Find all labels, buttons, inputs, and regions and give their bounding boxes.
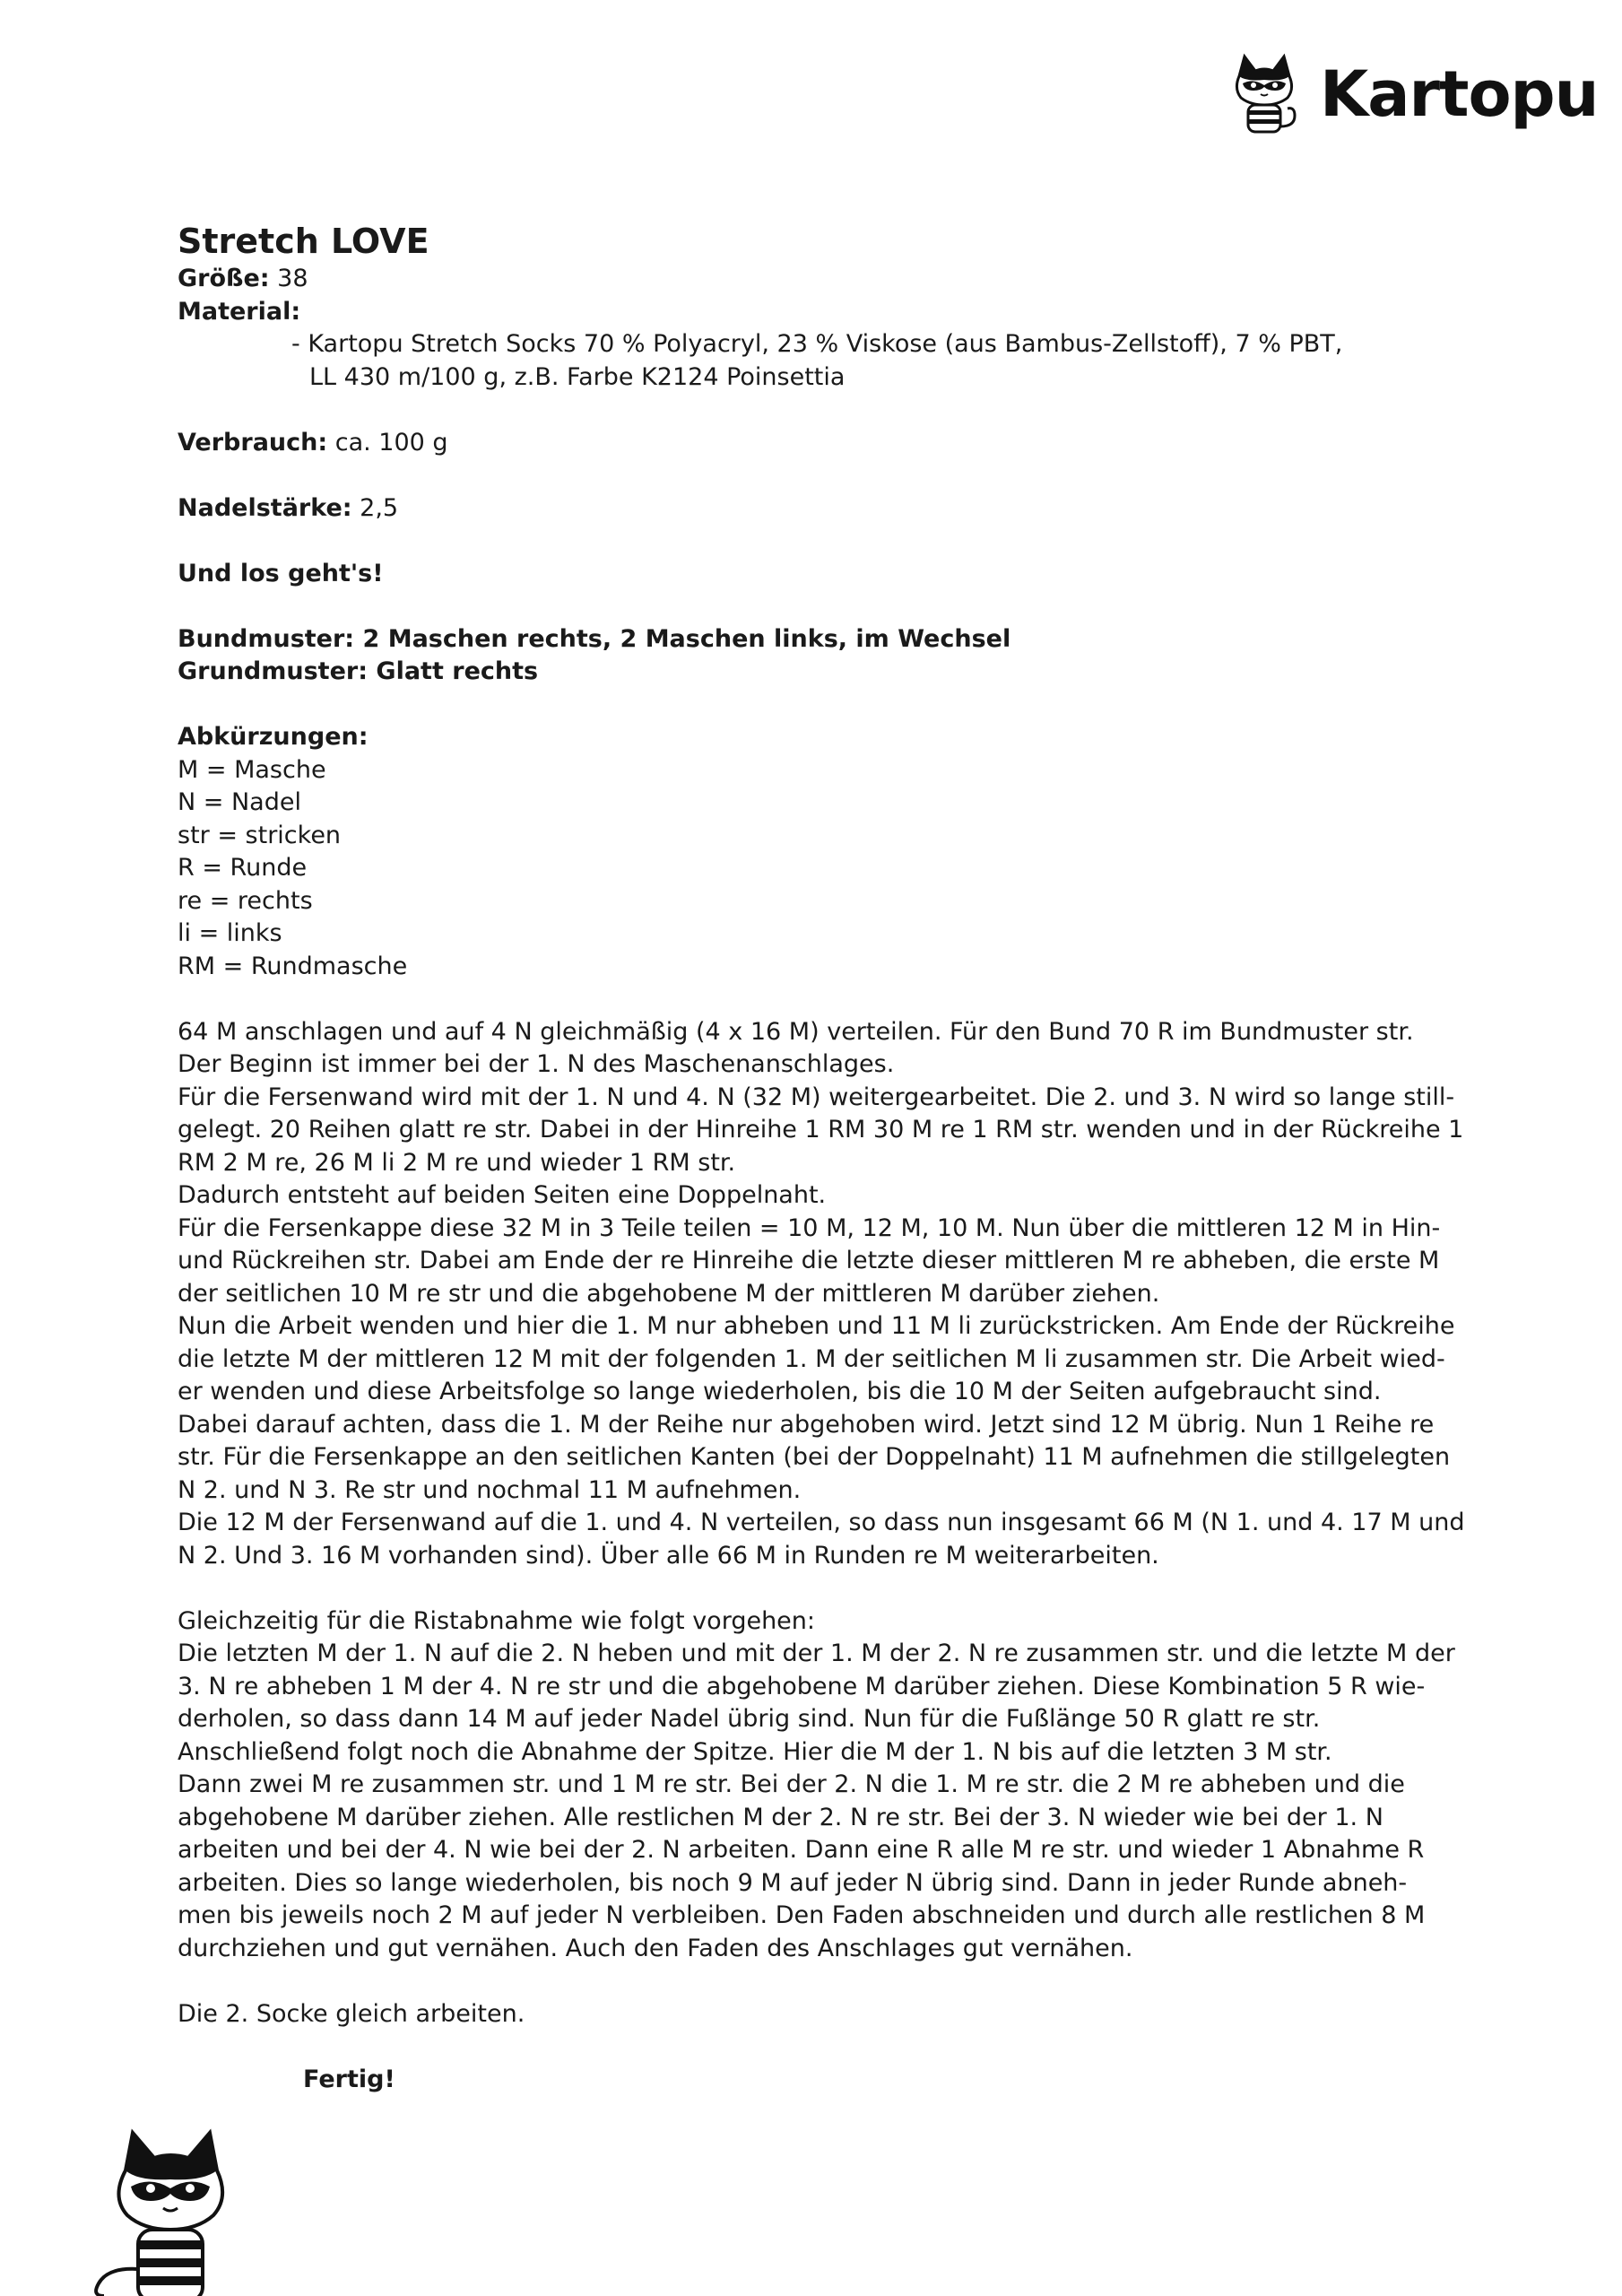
abbreviation-item: re = rechts	[178, 886, 313, 915]
size-line	[178, 263, 1469, 296]
instruction-line: derholen, so dass dann 14 M auf jeder Nadel übrig sind. Nun für die Fußlänge 50 R glatt re str.	[178, 1705, 1321, 1733]
start-heading: Und los geht's!	[178, 559, 384, 587]
brand-name: Kartopu	[1320, 57, 1599, 131]
instruction-line: Für die Fersenkappe diese 32 M in 3 Teile teilen = 10 M, 12 M, 10 M. Nun über die mittleren 12 M in Hin-	[178, 1213, 1441, 1242]
instruction-line: RM 2 M re, 26 M li 2 M re und wieder 1 RM str.	[178, 1148, 736, 1177]
instruction-line: durchziehen und gut vernähen. Auch den Faden des Anschlages gut vernähen.	[178, 1934, 1133, 1962]
instruction-line: der seitlichen 10 M re str und die abgehobene M der mittleren M darüber ziehen.	[178, 1279, 1160, 1308]
instruction-line: str. Für die Fersenkappe an den seitlichen Kanten (bei der Doppelnaht) 11 M aufnehmen die stillgelegten	[178, 1443, 1451, 1471]
abbreviation-item: li = links	[178, 919, 282, 947]
instruction-line: und Rückreihen str. Dabei am Ende der re Hinreihe die letzte dieser mittleren M re abheben, die erste M	[178, 1247, 1440, 1274]
instruction-line: Anschließend folgt noch die Abnahme der Spitze. Hier die M der 1. N bis auf die letzten 3 M str.	[178, 1737, 1332, 1766]
material-line-2: LL 430 m/100 g, z.B. Farbe K2124 Poinsettia	[309, 362, 846, 391]
instruction-line: Für die Fersenwand wird mit der 1. N und 4. N (32 M) weitergearbeitet. Die 2. und 3. N wird so lange still-	[178, 1083, 1455, 1111]
finished-label: Fertig!	[303, 2065, 395, 2093]
needle-size-value: 2,5	[360, 493, 399, 522]
instruction-line: N 2. Und 3. 16 M vorhanden sind). Über alle 66 M in Runden re M weiterarbeiten.	[178, 1541, 1159, 1570]
abbreviation-item: R = Runde	[178, 854, 308, 882]
base-pattern: Grundmuster: Glatt rechts	[178, 657, 539, 685]
instructions-block-1	[178, 1016, 1469, 1573]
instruction-line: die letzte M der mittleren 12 M mit der folgenden 1. M der seitlichen M li zusammen str. Die Arbeit wied-	[178, 1344, 1445, 1373]
instruction-line: Gleichzeitig für die Ristabnahme wie folgt vorgehen:	[178, 1606, 816, 1635]
instruction-line: 64 M anschlagen und auf 4 N gleichmäßig (4 x 16 M) verteilen. Für den Bund 70 R im Bundmuster str.	[178, 1017, 1414, 1046]
instruction-line: arbeiten. Dies so lange wiederholen, bis noch 9 M auf jeder N übrig sind. Dann in jeder Runde abneh-	[178, 1868, 1408, 1897]
instructions-block-2	[178, 1605, 1469, 1966]
instruction-line: abgehobene M darüber ziehen. Alle restlichen M der 2. N re str. Bei der 3. N wieder wie bei der 1. N	[178, 1803, 1383, 1831]
cat-mascot-icon	[1219, 49, 1309, 139]
size-value: 38	[277, 265, 308, 292]
instruction-line: Die 12 M der Fersenwand auf die 1. und 4. N verteilen, so dass nun insgesamt 66 M (N 1. und 4. 17 M und	[178, 1509, 1465, 1536]
instruction-line: Der Beginn ist immer bei der 1. N des Maschenanschlages.	[178, 1050, 895, 1078]
size-label: Größe:	[178, 265, 270, 292]
abbreviations-label: Abkürzungen:	[178, 723, 369, 751]
abbreviation-item: RM = Rundmasche	[178, 952, 408, 980]
pattern-document	[178, 220, 1469, 2096]
abbreviations-list	[178, 754, 1469, 984]
instruction-line: N 2. und N 3. Re str und nochmal 11 M aufnehmen.	[178, 1475, 802, 1504]
instruction-line: men bis jeweils noch 2 M auf jeder N verbleiben. Den Faden abschneiden und durch alle restlichen 8 M	[178, 1901, 1426, 1929]
consumption-line	[178, 427, 1469, 460]
instruction-line: er wenden und diese Arbeitsfolge so lange wiederholen, bis die 10 M der Seiten aufgebraucht sind.	[178, 1378, 1382, 1405]
instruction-line: Die letzten M der 1. N auf die 2. N heben und mit der 1. M der 2. N re zusammen str. und die letzte M der	[178, 1639, 1455, 1667]
rib-pattern: Bundmuster: 2 Maschen rechts, 2 Maschen links, im Wechsel	[178, 624, 1011, 653]
instruction-line: gelegt. 20 Reihen glatt re str. Dabei in der Hinreihe 1 RM 30 M re 1 RM str. wenden und in der Rückreihe 1	[178, 1116, 1464, 1144]
pattern-title: Stretch LOVE	[178, 222, 429, 261]
material-line-1: - Kartopu Stretch Socks 70 % Polyacryl, 23 % Viskose (aus Bambus-Zellstoff), 7 % PBT,	[291, 330, 1343, 358]
instruction-line: Dann zwei M re zusammen str. und 1 M re str. Bei der 2. N die 1. M re str. die 2 M re abheben und die	[178, 1770, 1405, 1798]
instruction-line: Dabei darauf achten, dass die 1. M der Reihe nur abgehoben wird. Jetzt sind 12 M übrig. Nun 1 Reihe re	[178, 1410, 1435, 1439]
instruction-line: Nun die Arbeit wenden und hier die 1. M nur abheben und 11 M li zurückstricken. Am Ende der Rückreihe	[178, 1312, 1455, 1340]
second-sock-note: Die 2. Socke gleich arbeiten.	[178, 1999, 525, 2028]
instruction-line: Dadurch entsteht auf beiden Seiten eine Doppelnaht.	[178, 1181, 827, 1209]
consumption-value: ca. 100 g	[334, 428, 448, 457]
material-label: Material:	[178, 297, 301, 326]
instruction-line: 3. N re abheben 1 M der 4. N re str und die abgehobene M darüber ziehen. Diese Kombination 5 R wie-	[178, 1672, 1426, 1700]
abbreviation-item: str = stricken	[178, 821, 342, 849]
abbreviation-item: N = Nadel	[178, 788, 301, 816]
abbreviation-item: M = Masche	[178, 755, 326, 784]
needle-size-line	[178, 492, 1469, 526]
consumption-label: Verbrauch:	[178, 428, 328, 457]
brand-logo	[1219, 49, 1599, 139]
needle-size-label: Nadelstärke:	[178, 493, 352, 522]
cat-mascot-icon	[72, 2117, 269, 2296]
instruction-line: arbeiten und bei der 4. N wie bei der 2. N arbeiten. Dann eine R alle M re str. und wieder 1 Abnahme R	[178, 1836, 1425, 1864]
